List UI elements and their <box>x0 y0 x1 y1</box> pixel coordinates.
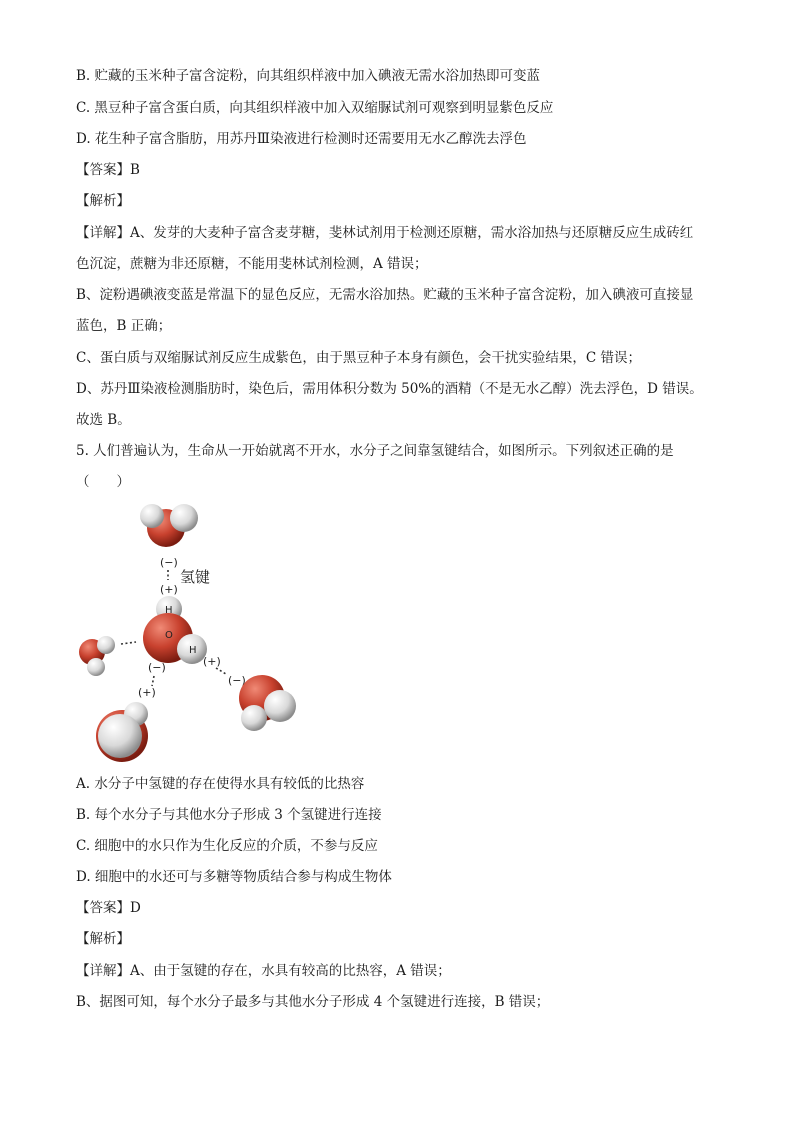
detail-line-5: C、蛋白质与双缩脲试剂反应生成紫色，由于黑豆种子本身有颜色，会干扰实验结果，C 错误； <box>76 350 641 366</box>
hydrogen-atom <box>264 690 296 722</box>
h-label-top: H <box>165 605 173 616</box>
question-5-stem: 5. 人们普遍认为，生命从一开始就离不开水，水分子之间靠氢键结合，如图所示。下列叙述正确的是 <box>76 443 674 459</box>
hbond-dots-lower <box>152 676 154 686</box>
h-label-right: H <box>189 645 197 656</box>
water-molecule-right <box>239 675 296 731</box>
analysis-label: 【解析】 <box>76 193 130 209</box>
question-5-blank: （ ） <box>76 474 130 490</box>
q5-option-b: B. 每个水分子与其他水分子形成 3 个氢键进行连接 <box>76 807 382 823</box>
hydrogen-atom <box>97 636 115 654</box>
answer-label: 【答案】B <box>76 162 140 178</box>
detail-conclusion: 故选 B。 <box>76 412 131 428</box>
q5-detail-line-2: B、据图可知，每个水分子最多与其他水分子形成 4 个氢键进行连接，B 错误； <box>76 994 550 1010</box>
water-molecule-bottom <box>96 702 148 762</box>
q5-option-c: C. 细胞中的水只作为生化反应的介质，不参与反应 <box>76 838 378 854</box>
q5-answer-label: 【答案】D <box>76 900 141 916</box>
o-label: O <box>165 630 173 641</box>
hydrogen-atom <box>98 714 142 758</box>
charge-plus-right: (+) <box>203 655 221 668</box>
detail-line-1: 【详解】A、发芽的大麦种子富含麦芽糖，斐林试剂用于检测还原糖，需水浴加热与还原糖反应生成砖红 <box>76 225 694 241</box>
q5-analysis-label: 【解析】 <box>76 931 130 947</box>
q5-detail-line-1: 【详解】A、由于氢键的存在，水具有较高的比热容，A 错误； <box>76 963 451 979</box>
detail-line-6: D、苏丹Ⅲ染液检测脂肪时，染色后，需用体积分数为 50%的酒精（不是无水乙醇）洗去浮色，D 错误。 <box>76 381 703 397</box>
option-c-text: C. 黑豆种子富含蛋白质，向其组织样液中加入双缩脲试剂可观察到明显紫色反应 <box>76 100 554 116</box>
charge-minus-lower: (−) <box>148 661 166 674</box>
hydrogen-atom <box>87 658 105 676</box>
hbond-dots-right <box>216 668 226 674</box>
hydrogen-bond-diagram <box>76 496 316 766</box>
option-d-text: D. 花生种子富含脂肪，用苏丹Ⅲ染液进行检测时还需要用无水乙醇洗去浮色 <box>76 131 527 147</box>
hbond-dots-left <box>121 642 136 644</box>
option-b-text: B. 贮藏的玉米种子富含淀粉，向其组织样液中加入碘液无需水浴加热即可变蓝 <box>76 68 541 84</box>
hydrogen-atom <box>241 705 267 731</box>
charge-plus-top: (+) <box>160 583 178 596</box>
detail-line-2: 色沉淀，蔗糖为非还原糖，不能用斐林试剂检测，A 错误； <box>76 256 428 272</box>
water-molecule-figure <box>76 496 316 766</box>
water-molecule-top <box>140 504 198 547</box>
detail-line-4: 蓝色，B 正确； <box>76 318 172 334</box>
detail-line-3: B、淀粉遇碘液变蓝是常温下的显色反应，无需水浴加热。贮藏的玉米种子富含淀粉，加入碘液可直接显 <box>76 287 694 303</box>
q5-option-a: A. 水分子中氢键的存在使得水具有较低的比热容 <box>76 776 365 792</box>
hydrogen-atom <box>170 504 198 532</box>
water-molecule-left <box>79 636 115 676</box>
charge-plus-lower: (+) <box>138 686 156 699</box>
charge-minus-top: (−) <box>160 556 178 569</box>
q5-option-d: D. 细胞中的水还可与多糖等物质结合参与构成生物体 <box>76 869 392 885</box>
charge-minus-right: (−) <box>228 674 246 687</box>
hydrogen-atom <box>140 504 164 528</box>
hbond-label: 氢键 <box>180 568 211 586</box>
water-molecule-center <box>143 596 207 664</box>
